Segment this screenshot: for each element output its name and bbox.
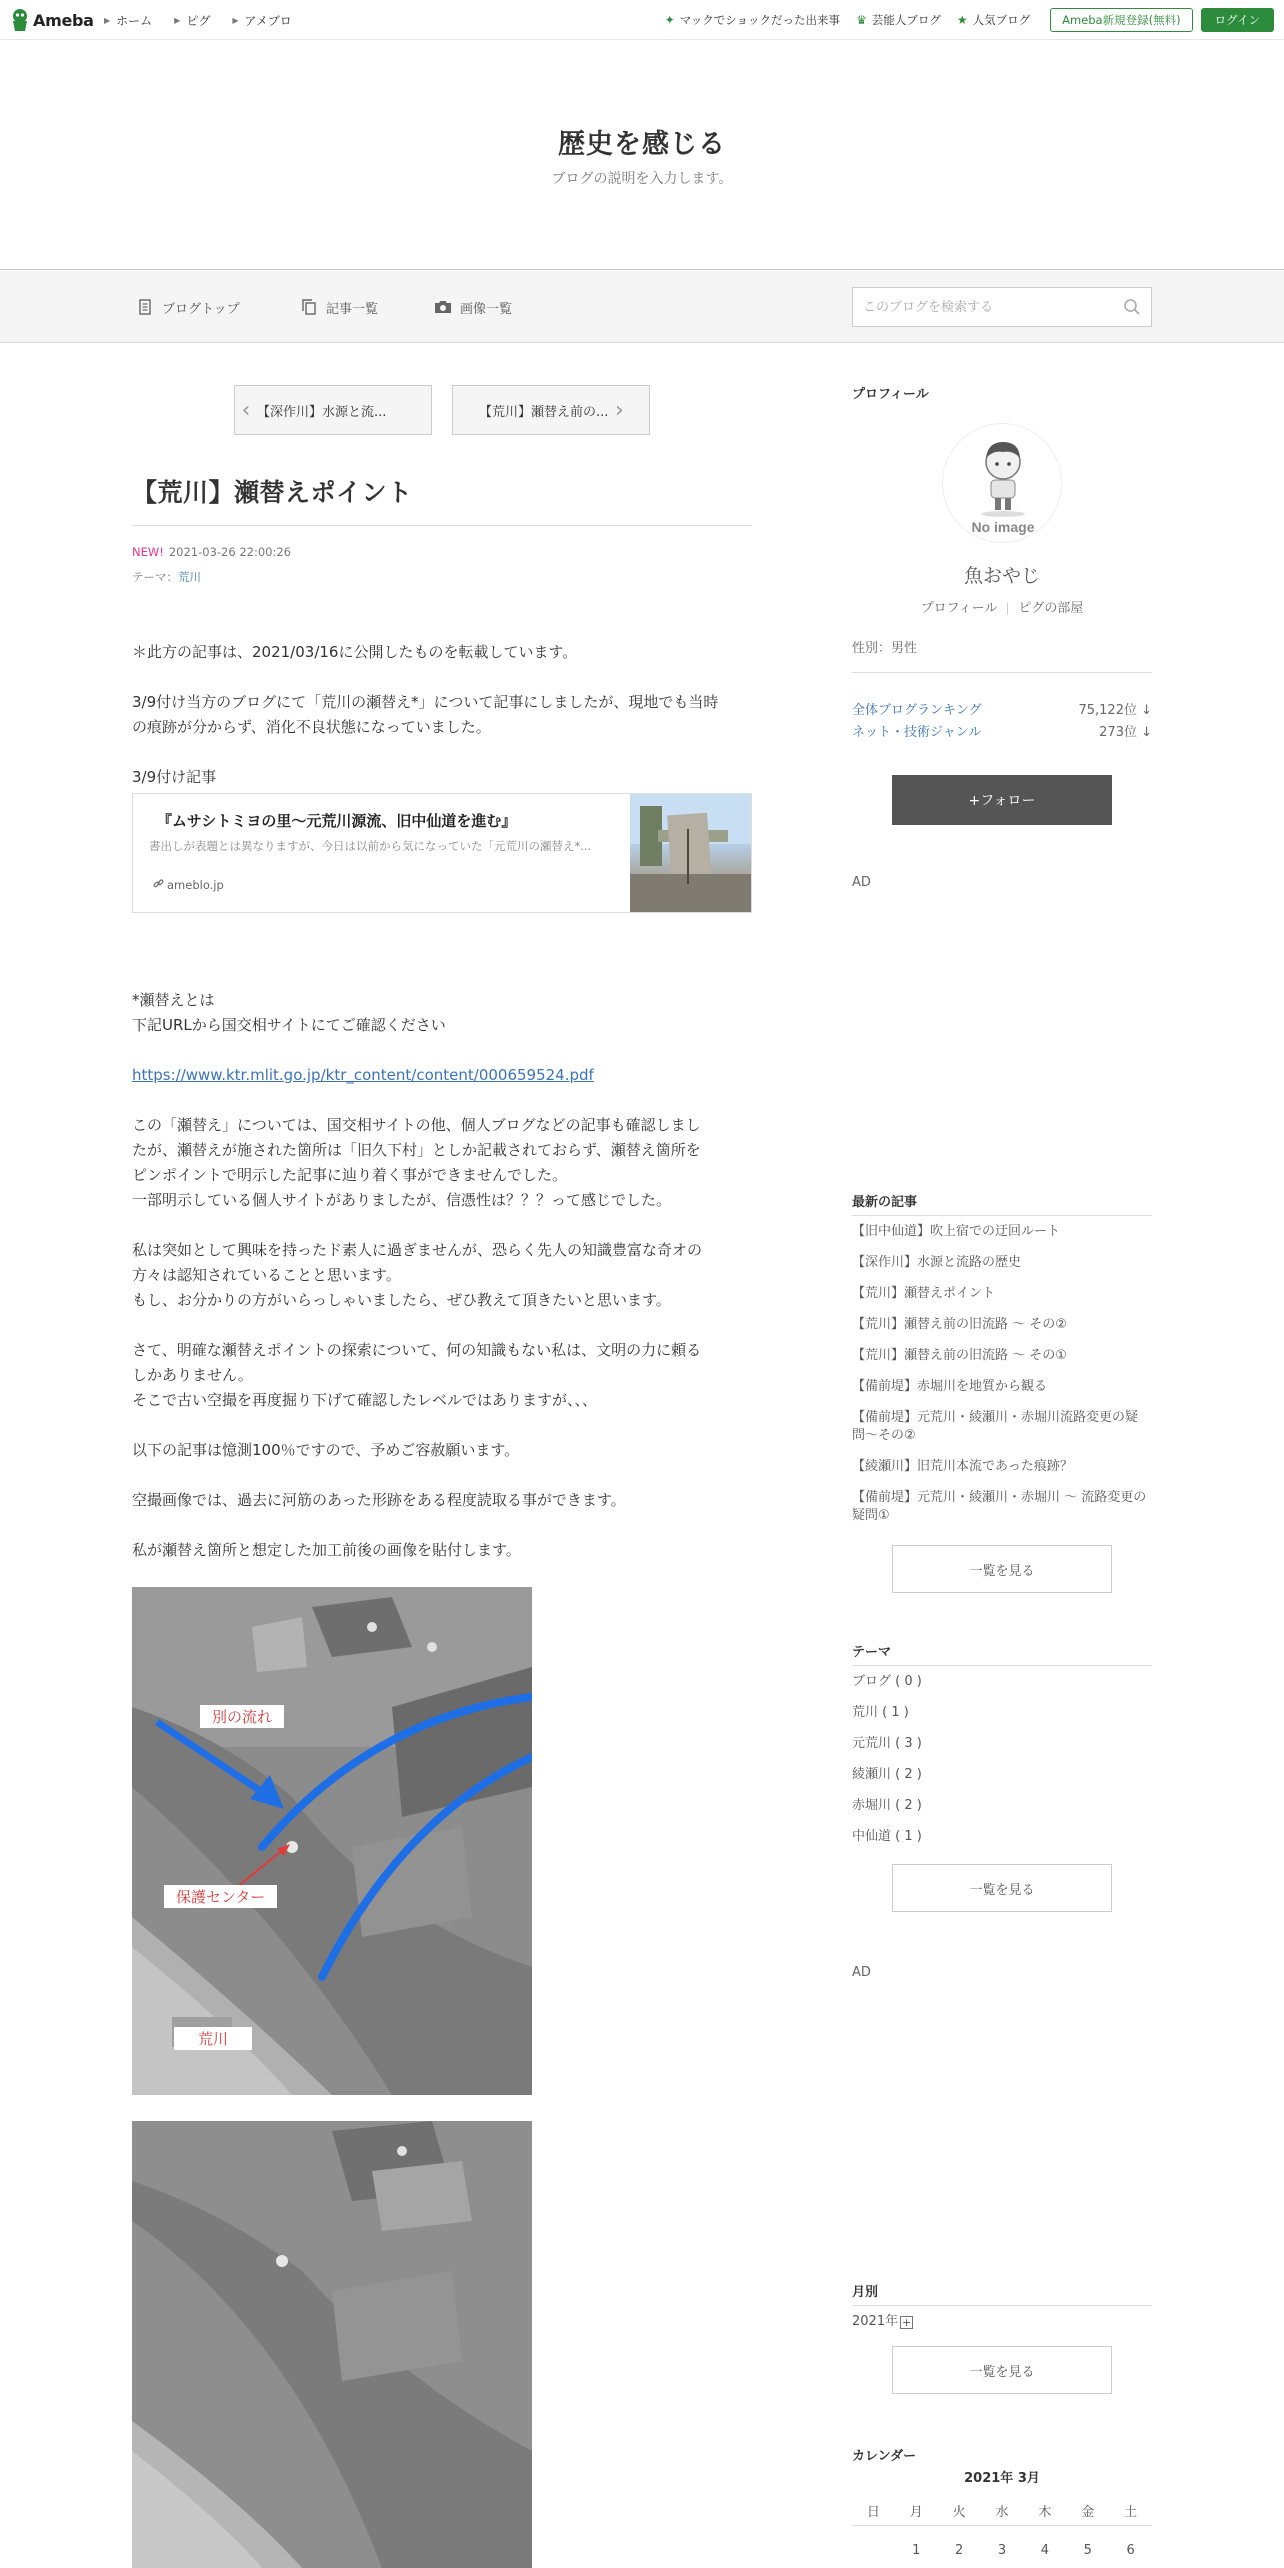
- theme-link[interactable]: 赤堀川 ( 2 ): [852, 1798, 922, 1813]
- paragraph: この「瀬替え」については、国交相サイトの他、個人ブログなどの記事も確認しまし: [132, 1116, 701, 1134]
- paragraph: もし、お分かりの方がいらっしゃいましたら、ぜひ教えて頂きたいと思います。: [132, 1291, 671, 1309]
- theme-link[interactable]: ブログ ( 0 ): [852, 1674, 922, 1689]
- star-icon: ★: [956, 13, 968, 27]
- no-image-text: No image: [971, 519, 1035, 535]
- ranking-genre-label: ネット・技術ジャンル: [852, 725, 982, 740]
- photo-label-center: 保護センター: [164, 1885, 277, 1908]
- calendar-heading: カレンダー: [852, 2449, 917, 2464]
- entry-theme: [132, 569, 201, 585]
- nav-pig[interactable]: [174, 12, 210, 29]
- divider: [852, 2525, 1152, 2526]
- recent-more-button[interactable]: 一覧を見る: [892, 1545, 1112, 1593]
- profile-link[interactable]: プロフィール: [920, 601, 998, 616]
- recent-entry-link[interactable]: 【旧中仙道】吹上宿での迂回ルート: [852, 1224, 1061, 1239]
- nav-pig-label: ピグ: [186, 13, 211, 28]
- recent-entry-link[interactable]: 【備前堤】赤堀川を地質から観る: [852, 1379, 1048, 1394]
- avatar[interactable]: [942, 423, 1062, 543]
- profile-links: [852, 597, 1152, 616]
- photo-label-other-stream: 別の流れ: [200, 1705, 284, 1728]
- paragraph: 3/9付け当方のブログにて「荒川の瀬替え*」について記事にしましたが、現地でも当時: [132, 693, 719, 711]
- image-list-link[interactable]: [434, 271, 512, 343]
- ranking-genre[interactable]: [852, 721, 1152, 740]
- theme-link[interactable]: 元荒川 ( 3 ): [852, 1736, 922, 1751]
- sparkle-icon: ✦: [664, 13, 675, 27]
- recent-entry-link[interactable]: 【荒川】瀬替え前の旧流路 〜 その②: [852, 1317, 1067, 1332]
- paragraph: 3/9付け記事: [132, 768, 217, 786]
- ranking-overall-value: 75,122位 ↓: [1078, 703, 1152, 718]
- link-card[interactable]: [132, 793, 752, 913]
- chevron-right-icon: ▶: [174, 15, 181, 25]
- login-button[interactable]: ログイン: [1201, 8, 1274, 32]
- trend-link[interactable]: [665, 12, 840, 28]
- paragraph: 私が瀬替え箇所と想定した加工前後の画像を貼付します。: [132, 1541, 521, 1559]
- paragraph: 私は突如として興味を持ったド素人に過ぎませんが、恐らく先人の知識豊富な奇オの: [132, 1241, 703, 1259]
- follow-button[interactable]: +フォロー: [892, 775, 1112, 825]
- ameba-mascot-icon: [10, 7, 30, 33]
- blog-top-link[interactable]: [136, 271, 240, 343]
- new-badge: NEW!: [132, 545, 164, 559]
- recent-entry-link[interactable]: 【綾瀬川】旧荒川本流であった痕跡？: [852, 1459, 1073, 1474]
- aerial-photo-annotated[interactable]: [132, 1587, 532, 2095]
- calendar-day[interactable]: 4: [1040, 2543, 1049, 2558]
- year-toggle[interactable]: [852, 2313, 1152, 2331]
- trend-link-label: マックでショックだった出来事: [679, 13, 841, 27]
- link-card-description: 書出しが表題とは異なりますが、今日は以前から気になっていた「元荒川の瀬替え*...: [149, 839, 592, 853]
- ranking-genre-value: 273位 ↓: [1099, 725, 1152, 740]
- link-card-domain: [153, 878, 224, 892]
- calendar-day[interactable]: 2: [955, 2543, 964, 2558]
- paragraph: 下記URLから国交相サイトにてご確認ください: [132, 1016, 446, 1034]
- divider: [852, 672, 1152, 673]
- blog-header: [0, 40, 1284, 270]
- celebrity-blog-link[interactable]: [856, 12, 941, 28]
- blog-top-label: ブログトップ: [162, 301, 240, 317]
- theme-link[interactable]: 中仙道 ( 1 ): [852, 1829, 922, 1844]
- paragraph: の痕跡が分からず、消化不良状態になっていました。: [132, 718, 491, 736]
- recent-entry-link[interactable]: 【深作川】水源と流路の歴史: [852, 1255, 1022, 1270]
- divider: [852, 2305, 1152, 2306]
- nav-home[interactable]: [104, 12, 152, 29]
- calendar-day[interactable]: 5: [1083, 2543, 1092, 2558]
- weekday-label: 火: [952, 2505, 966, 2520]
- crown-icon: ♛: [856, 13, 867, 27]
- aerial-photo-original[interactable]: [132, 2121, 532, 2568]
- chevron-right-icon: ▶: [104, 15, 111, 25]
- next-entry-label: 【荒川】瀬替え前の...: [479, 404, 609, 420]
- theme-label: テーマ：: [132, 570, 178, 584]
- prev-entry-button[interactable]: [234, 385, 432, 435]
- link-card-title: 『ムサシトミヨの里〜元荒川源流、旧中仙道を進む』: [157, 812, 517, 830]
- calendar-day[interactable]: 1: [912, 2543, 921, 2558]
- divider: [132, 525, 752, 526]
- calendar-weekdays: [852, 2501, 1152, 2520]
- entry-meta: [132, 545, 291, 559]
- chevron-right-icon: ›: [615, 397, 624, 423]
- theme-link[interactable]: 荒川: [178, 570, 201, 584]
- nav-ameblo[interactable]: [232, 12, 291, 29]
- recent-entry-link[interactable]: 【荒川】瀬替えポイント: [852, 1286, 996, 1301]
- year-label: 2021年: [852, 2314, 899, 2329]
- theme-heading: テーマ: [852, 1645, 892, 1660]
- link-card-thumbnail: [630, 794, 751, 912]
- register-button[interactable]: Ameba新規登録(無料): [1050, 8, 1192, 32]
- calendar-week: [852, 2543, 1152, 2558]
- expand-plus-icon[interactable]: +: [901, 2315, 912, 2329]
- ranking-overall[interactable]: [852, 699, 1152, 718]
- celebrity-blog-label: 芸能人ブログ: [871, 13, 941, 27]
- calendar-day: [852, 2543, 895, 2558]
- prev-entry-label: 【深作川】水源と流...: [257, 404, 387, 420]
- paragraph: ＊此方の記事は、2021/03/16に公開したものを転載しています。: [132, 643, 578, 661]
- paragraph: ピンポイントで明示した記事に辿り着く事ができませんでした。: [132, 1166, 568, 1184]
- weekday-label: 月: [909, 2505, 923, 2520]
- blog-search-input[interactable]: [853, 288, 1103, 326]
- divider: [852, 1665, 1152, 1666]
- logo-text: Ameba: [33, 10, 94, 30]
- paragraph: さて、明確な瀬替えポイントの探索について、何の知識もない私は、文明の力に頼る: [132, 1341, 702, 1359]
- photo-label-arakawa: 荒川: [174, 2027, 252, 2050]
- camera-icon: [434, 298, 452, 316]
- recent-entry-link[interactable]: 【荒川】瀬替え前の旧流路 〜 その①: [852, 1348, 1067, 1363]
- next-entry-button[interactable]: [452, 385, 650, 435]
- weekday-label: 日: [866, 2505, 880, 2520]
- calendar-day[interactable]: 3: [997, 2543, 1007, 2558]
- calendar-month-title: 2021年 3月: [964, 2471, 1040, 2486]
- paragraph: 一部明示している個人サイトがありましたが、信憑性は？？？って感じでした。: [132, 1191, 671, 1209]
- user-name[interactable]: 魚おやじ: [963, 565, 1040, 587]
- blog-title[interactable]: 歴史を感じる: [558, 129, 726, 160]
- entry-body-intro: [132, 640, 752, 790]
- pig-room-link[interactable]: ピグの部屋: [1018, 601, 1084, 616]
- blog-nav: [0, 271, 1284, 343]
- profile-heading: プロフィール: [852, 387, 929, 402]
- entry-list-link[interactable]: [300, 271, 378, 343]
- link-icon: [153, 878, 164, 892]
- paragraph: そこで古い空撮を再度掘り下げて確認したレベルではありますが、、、: [132, 1391, 598, 1409]
- ad-label: AD: [852, 1965, 871, 1980]
- weekday-label: 土: [1124, 2505, 1138, 2520]
- paragraph: 方々は認知されていることと思います。: [132, 1266, 401, 1284]
- popular-blog-label: 人気ブログ: [972, 13, 1031, 27]
- theme-link[interactable]: 綾瀬川 ( 2 ): [852, 1767, 922, 1782]
- monthly-heading: 月別: [852, 2285, 879, 2300]
- external-url-link[interactable]: https://www.ktr.mlit.go.jp/ktr_content/content/000659524.pdf: [132, 1066, 594, 1084]
- weekday-label: 木: [1038, 2505, 1052, 2520]
- global-header: [0, 0, 1284, 40]
- paragraph: たが、瀬替えが施された箇所は「旧久下村」としか記載されておらず、瀬替え箇所を: [132, 1141, 701, 1159]
- chevron-right-icon: ▶: [232, 15, 239, 25]
- image-list-label: 画像一覧: [460, 301, 513, 317]
- weekday-label: 金: [1081, 2505, 1095, 2520]
- calendar-day[interactable]: 6: [1126, 2543, 1135, 2558]
- theme-link[interactable]: 荒川 ( 1 ): [852, 1705, 909, 1720]
- global-nav: [104, 0, 314, 40]
- entry-datetime: 2021-03-26 22:00:26: [168, 545, 291, 559]
- paragraph: しかありません。: [132, 1366, 253, 1384]
- divider: [852, 1215, 1152, 1216]
- link-card-domain-text: ameblo.jp: [167, 878, 224, 892]
- popular-blog-link[interactable]: [957, 12, 1030, 28]
- monthly-more-button[interactable]: 一覧を見る: [892, 2346, 1112, 2394]
- recent-entry-link[interactable]: 【備前堤】元荒川・綾瀬川・赤堀川 〜 流路変更の疑問①: [852, 1490, 1147, 1523]
- recent-heading: 最新の記事: [852, 1195, 918, 1210]
- blog-description: ブログの説明を入力します。: [551, 171, 733, 187]
- theme-more-button[interactable]: 一覧を見る: [892, 1864, 1112, 1912]
- nav-ameblo-label: アメブロ: [244, 13, 292, 28]
- recent-entry-link[interactable]: 【備前堤】元荒川・綾瀬川・赤堀川流路変更の疑問〜その②: [852, 1410, 1139, 1443]
- entry-list-label: 記事一覧: [326, 301, 379, 317]
- ad-label: AD: [852, 875, 871, 890]
- gender-text: 性別：男性: [852, 641, 918, 656]
- document-icon: [136, 298, 154, 316]
- search-icon[interactable]: [1123, 298, 1141, 316]
- weekday-label: 水: [995, 2505, 1009, 2520]
- ranking-overall-label: 全体ブログランキング: [852, 703, 982, 718]
- divider: [1007, 603, 1008, 615]
- copy-icon: [300, 298, 318, 316]
- entry-title[interactable]: 【荒川】瀬替えポイント: [132, 478, 413, 507]
- paragraph: 以下の記事は憶測100％ですので、予めご容赦願います。: [132, 1441, 520, 1459]
- paragraph: 空撮画像では、過去に河筋のあった形跡をある程度読取る事ができます。: [132, 1491, 626, 1509]
- paragraph: *瀬替えとは: [132, 991, 215, 1009]
- nav-home-label: ホーム: [116, 13, 153, 28]
- entry-body-main: [132, 988, 752, 1563]
- blog-search: [852, 287, 1152, 327]
- global-actions: [665, 0, 1274, 40]
- ameba-logo[interactable]: [10, 6, 94, 34]
- chevron-left-icon: ‹: [241, 397, 251, 423]
